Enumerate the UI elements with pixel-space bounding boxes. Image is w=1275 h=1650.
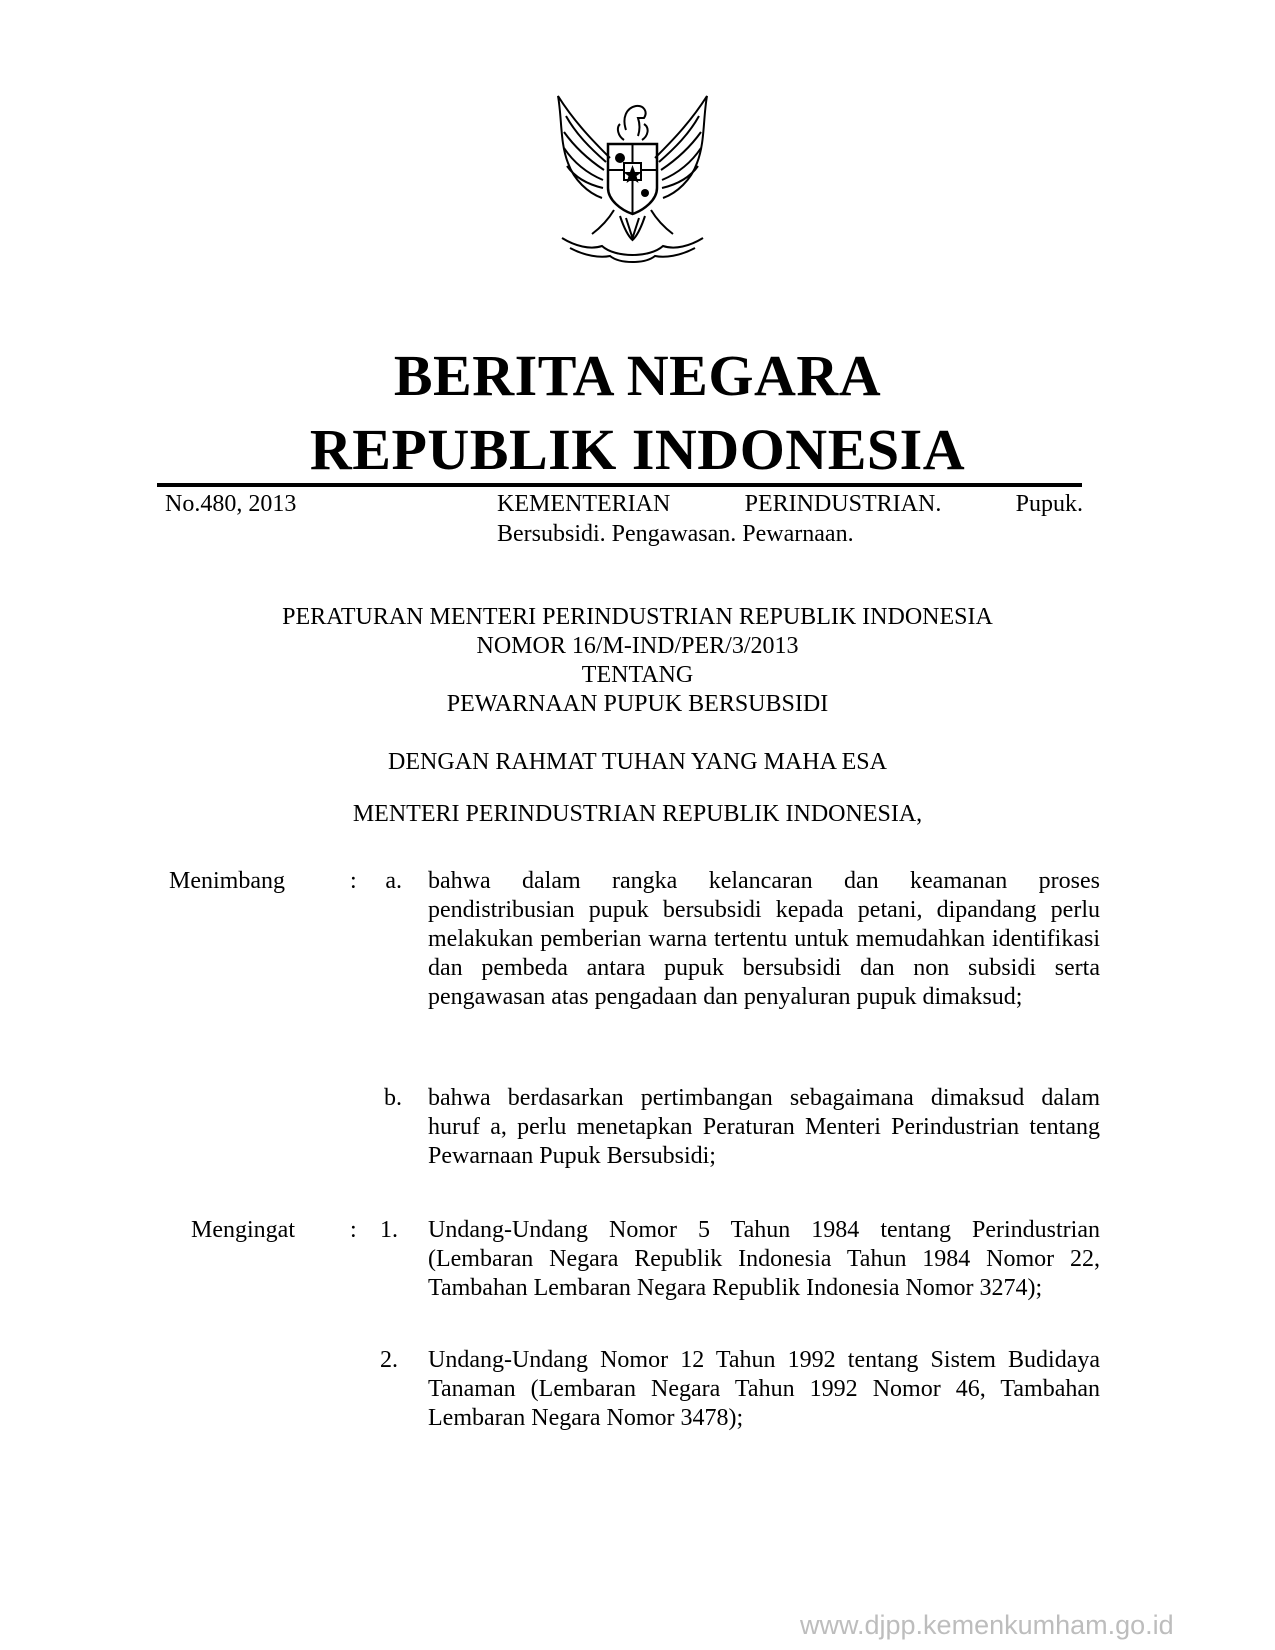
header-divider — [157, 483, 1082, 487]
mengingat-label: Mengingat — [191, 1217, 295, 1243]
regulation-line-4: PEWARNAAN PUPUK BERSUBSIDI — [446, 691, 829, 717]
source-watermark: www.djpp.kemenkumham.go.id — [800, 1610, 1174, 1640]
document-title-line-1: BERITA NEGARA — [393, 343, 882, 408]
menimbang-label: Menimbang — [169, 868, 285, 894]
minister-title: MENTERI PERINDUSTRIAN REPUBLIK INDONESIA, — [352, 801, 923, 827]
menimbang-item-b: bahwa berdasarkan pertimbangan sebagaimana dimaksud dalam huruf a, perlu menetapkan Peraturan Menteri Perindustrian tentang Pewarnaan Pupuk Bersubsidi; — [428, 1085, 1100, 1169]
mengingat-item-2: Undang-Undang Nomor 12 Tahun 1992 tentang Sistem Budidaya Tanaman (Lembaran Negara Tahun 1992 Nomor 46, Tambahan Lembaran Negara Nomor 3478); — [428, 1347, 1100, 1431]
regulation-line-1: PERATURAN MENTERI PERINDUSTRIAN REPUBLIK INDONESIA — [282, 604, 993, 630]
regulation-heading — [0, 603, 1275, 719]
gazette-number: No.480, 2013 — [165, 491, 297, 517]
menimbang-marker-b: b. — [384, 1085, 402, 1111]
regulation-line-2: NOMOR 16/M-IND/PER/3/2013 — [476, 633, 799, 659]
gazette-subject-line-1: KEMENTERIAN PERINDUSTRIAN. Pupuk. — [497, 491, 1083, 517]
mengingat-marker-1: 1. — [380, 1217, 398, 1243]
garuda-emblem-icon — [540, 88, 725, 288]
menimbang-marker-a: a. — [385, 868, 402, 894]
document-title-line-2: REPUBLIK INDONESIA — [309, 417, 966, 482]
opening-phrase: DENGAN RAHMAT TUHAN YANG MAHA ESA — [388, 749, 887, 775]
gazette-subject-line-2: Bersubsidi. Pengawasan. Pewarnaan. — [497, 521, 854, 547]
mengingat-item-1: Undang-Undang Nomor 5 Tahun 1984 tentang Perindustrian (Lembaran Negara Republik Indonesia Tahun 1984 Nomor 22, Tambahan Lembaran Negara Republik Indonesia Nomor 3274); — [428, 1217, 1100, 1301]
regulation-line-3: TENTANG — [581, 662, 694, 688]
mengingat-colon: : — [350, 1217, 357, 1243]
mengingat-marker-2: 2. — [380, 1347, 398, 1373]
menimbang-item-a: bahwa dalam rangka kelancaran dan keamanan proses pendistribusian pupuk bersubsidi kepada petani, dipandang perlu melakukan pemberian warna tertentu untuk memudahkan identifikasi dan pembeda antara pupuk bersubsidi dan non subsidi serta pengawasan atas pengadaan dan penyaluran pupuk dimaksud; — [428, 868, 1100, 1010]
menimbang-colon: : — [350, 868, 357, 894]
